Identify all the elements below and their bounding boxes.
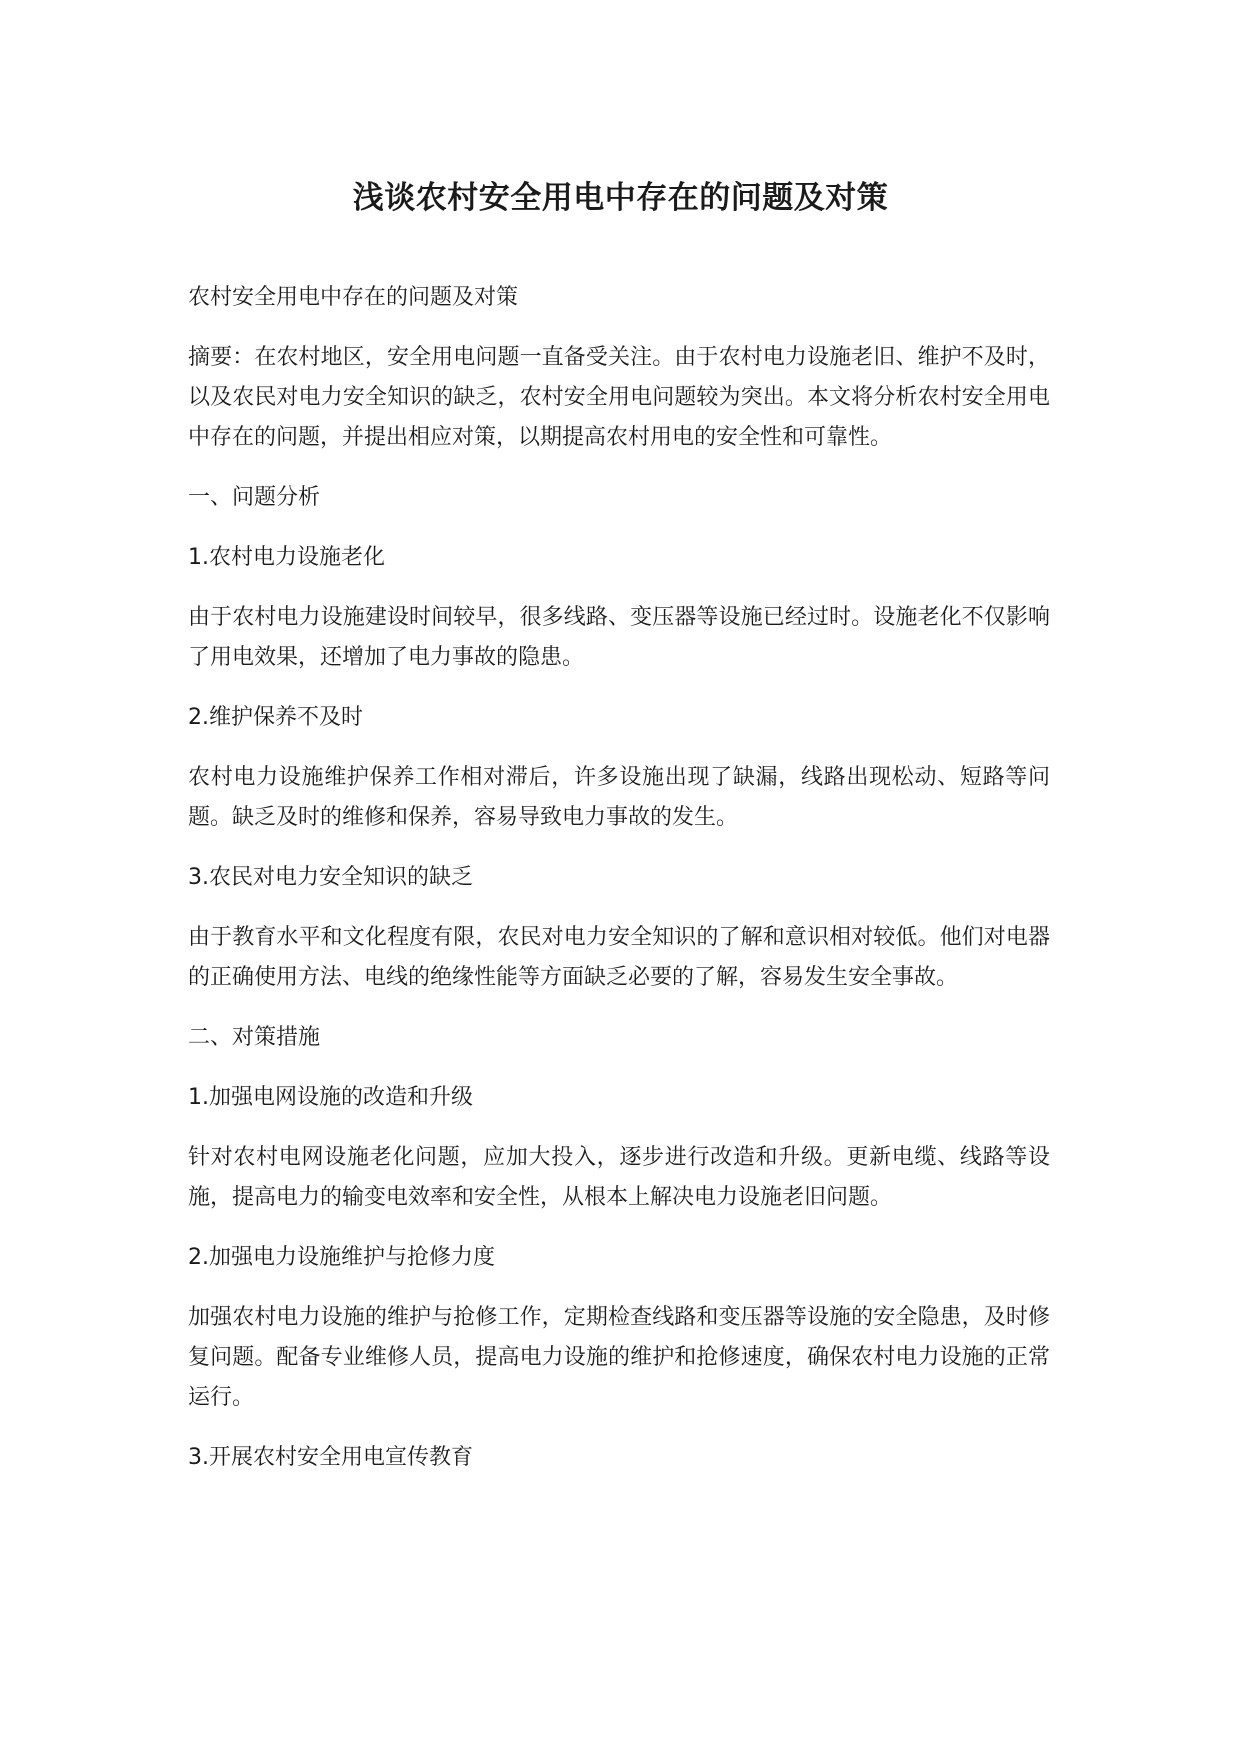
section-heading-problems: 一、问题分析 [188,485,321,510]
document-body [188,278,1050,1498]
body-paragraph: 农村电力设施维护保养工作相对滞后，许多设施出现了缺漏，线路出现松动、短路等问题。缺乏及时的维修和保养，容易导致电力事故的发生。 [188,765,1050,830]
body-paragraph: 针对农村电网设施老化问题，应加大投入，逐步进行改造和升级。更新电缆、线路等设施，提高电力的输变电效率和安全性，从根本上解决电力设施老旧问题。 [188,1145,1050,1210]
subtitle-paragraph: 农村安全用电中存在的问题及对策 [188,285,519,310]
subheading-grid-upgrade: 1.加强电网设施的改造和升级 [188,1085,473,1110]
body-paragraph: 由于农村电力设施建设时间较早，很多线路、变压器等设施已经过时。设施老化不仅影响了用电效果，还增加了电力事故的隐患。 [188,605,1050,670]
body-paragraph: 由于教育水平和文化程度有限，农民对电力安全知识的了解和意识相对较低。他们对电器的正确使用方法、电线的绝缘性能等方面缺乏必要的了解，容易发生安全事故。 [188,925,1050,990]
document-title: 浅谈农村安全用电中存在的问题及对策 [352,180,889,216]
subheading-aging-facilities: 1.农村电力设施老化 [188,545,385,570]
subheading-education: 3.开展农村安全用电宣传教育 [188,1445,473,1470]
subheading-repair-efforts: 2.加强电力设施维护与抢修力度 [188,1245,495,1270]
abstract-paragraph: 摘要：在农村地区，安全用电问题一直备受关注。由于农村电力设施老旧、维护不及时，以及农民对电力安全知识的缺乏，农村安全用电问题较为突出。本文将分析农村安全用电中存在的问题，并提出相应对策，以期提高农村用电的安全性和可靠性。 [188,345,1050,450]
body-paragraph: 加强农村电力设施的维护与抢修工作，定期检查线路和变压器等设施的安全隐患，及时修复问题。配备专业维修人员，提高电力设施的维护和抢修速度，确保农村电力设施的正常运行。 [188,1305,1050,1410]
subheading-maintenance: 2.维护保养不及时 [188,705,363,730]
section-heading-measures: 二、对策措施 [188,1025,321,1050]
subheading-safety-knowledge: 3.农民对电力安全知识的缺乏 [188,865,473,890]
